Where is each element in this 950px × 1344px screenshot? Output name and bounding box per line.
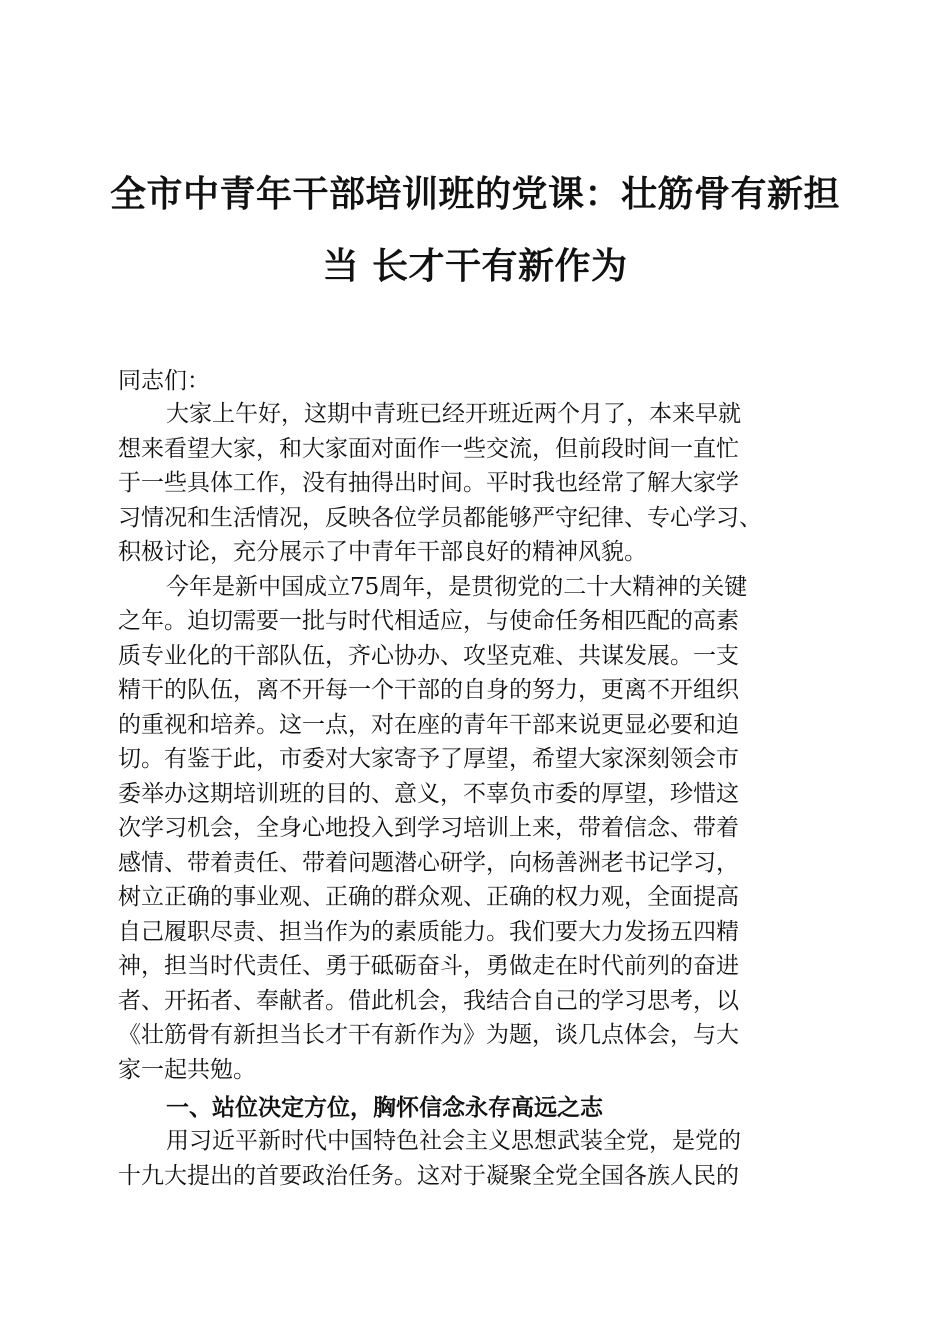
body-line: 者、开拓者、奉献者。借此机会，我结合自己的学习思考，以 [118, 988, 739, 1014]
body-line: 于一些具体工作，没有抽得出时间。平时我也经常了解大家学 [118, 470, 739, 496]
body-line: 的重视和培养。这一点，对在座的青年干部来说更显必要和迫 [118, 712, 739, 738]
body-line: 感情、带着责任、带着问题潜心研学，向杨善洲老书记学习， [118, 850, 739, 876]
body-line: 自己履职尽责、担当作为的素质能力。我们要大力发扬五四精 [118, 919, 739, 945]
body-line: 用习近平新时代中国特色社会主义思想武装全党，是党的 [166, 1128, 741, 1154]
body-line: 树立正确的事业观、正确的群众观、正确的权力观，全面提高 [118, 884, 739, 910]
body-line: 十九大提出的首要政治任务。这对于凝聚全党全国各族人民的 [118, 1163, 739, 1189]
body-line: 今年是新中国成立75周年，是贯彻党的二十大精神的关键 [166, 574, 748, 600]
body-line: 习情况和生活情况，反映各位学员都能够严守纪律、专心学习、 [118, 505, 762, 531]
body-line: 委举办这期培训班的目的、意义，不辜负市委的厚望，珍惜这 [118, 781, 739, 807]
section-heading: 一、站位决定方位，胸怀信念永存高远之志 [166, 1095, 603, 1121]
body-line: 精干的队伍，离不开每一个干部的自身的努力，更离不开组织 [118, 677, 739, 703]
body-line: 家一起共勉。 [118, 1057, 256, 1083]
body-line: 想来看望大家，和大家面对面作一些交流，但前段时间一直忙 [118, 436, 739, 462]
body-line: 切。有鉴于此，市委对大家寄予了厚望，希望大家深刻领会市 [118, 746, 739, 772]
body-line: 《壮筋骨有新担当长才干有新作为》为题，谈几点体会，与大 [118, 1022, 739, 1048]
body-line: 之年。迫切需要一批与时代相适应，与使命任务相匹配的高素 [118, 608, 739, 634]
body-line: 大家上午好，这期中青班已经开班近两个月了，本来早就 [166, 401, 741, 427]
salutation: 同志们： [118, 368, 210, 394]
body-line: 质专业化的干部队伍，齐心协办、攻坚克难、共谋发展。一支 [118, 643, 739, 669]
document-title-line-2: 当 长才干有新作为 [322, 245, 628, 287]
body-line: 积极讨论，充分展示了中青年干部良好的精神风貌。 [118, 539, 647, 565]
body-line: 神，担当时代责任、勇于砥砺奋斗，勇做走在时代前列的奋进 [118, 953, 739, 979]
document-title-line-1: 全市中青年干部培训班的党课：壮筋骨有新担 [109, 173, 840, 215]
body-line: 次学习机会，全身心地投入到学习培训上来，带着信念、带着 [118, 815, 739, 841]
